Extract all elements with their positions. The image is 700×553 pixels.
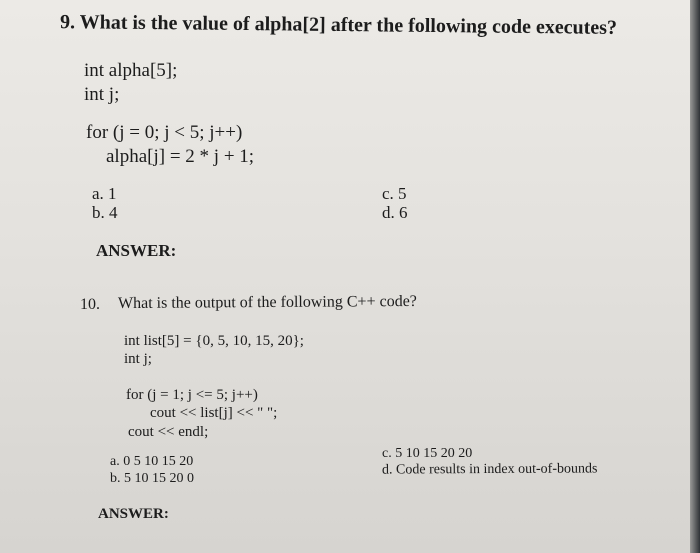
- page-edge-shadow: [690, 0, 700, 553]
- question-10-title: What is the output of the following C++ code?: [117, 292, 417, 313]
- q9-option-c: c. 5: [382, 184, 407, 203]
- question-9-title: 9. What is the value of alpha[2] after the following code executes?: [59, 11, 618, 39]
- q9-option-d: d. 6: [382, 203, 408, 222]
- q10-option-d: d. Code results in index out-of-bounds: [381, 461, 598, 478]
- q10-code-line-3: for (j = 1; j <= 5; j++): [126, 387, 258, 403]
- q10-code-line-5: cout << endl;: [128, 424, 209, 440]
- q9-code-line-4: alpha[j] = 2 * j + 1;: [106, 146, 255, 167]
- question-10-number: 10.: [80, 296, 100, 313]
- q10-option-a: a. 0 5 10 15 20: [110, 454, 194, 469]
- q9-code-line-2: int j;: [84, 84, 120, 105]
- q10-option-b: b. 5 10 15 20 0: [110, 471, 194, 486]
- q10-option-c: c. 5 10 15 20 20: [382, 446, 473, 461]
- q9-option-a: a. 1: [92, 184, 117, 203]
- q9-option-b: b. 4: [92, 203, 118, 222]
- q10-code-line-4: cout << list[j] << " ";: [150, 405, 278, 421]
- q9-code-line-3: for (j = 0; j < 5; j++): [86, 122, 243, 143]
- q9-code-line-1: int alpha[5];: [84, 60, 178, 81]
- q10-answer-label: ANSWER:: [98, 506, 169, 522]
- q9-answer-label: ANSWER:: [96, 241, 177, 260]
- q10-code-line-2: int j;: [124, 351, 152, 367]
- q10-code-line-1: int list[5] = {0, 5, 10, 15, 20};: [124, 333, 304, 349]
